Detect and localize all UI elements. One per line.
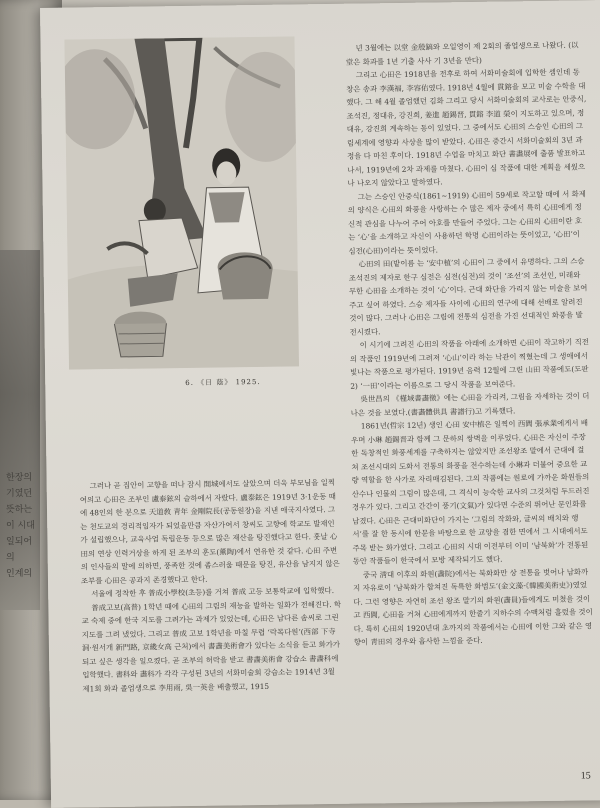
- prev-line: 인계의: [6, 569, 33, 579]
- paragraph: 吳世昌의 《槿域書畵徵》에는 心田을 가리켜, 그림을 자세하는 것이 더 나은 것을 보였다.(書畵體供具 書譜行)고 기록했다.: [350, 391, 592, 418]
- paragraph: 普成고보(高普) 1학년 때에 心田의 그림의 재능을 발하는 일화가 전해진다. 학교 숙제 중에 한국 지도를 그려가는 과제가 있었는데, 心田은 남다른 솜씨로 그린 지도를 그려 냈었다. 그리고 普成 고보 1학년을 마칠 무렵 ‘락목다원’(西部 下寺洞·원서개 新門路, 京畿女高 근처)에서 書畵美術會가 있다는 소식을 듣고 화가가 되고 싶은 생각을 일으켰다. 곧 조부의 허락을 받고 書畵美術會 강습소 書畵科에 입학했다. 書科와 畵科가 각각 구성된 3년의 서화미술회 강습소는 1914년 3월 제1회 화과 졸업생으로 李用雨, 吳一英을 배출했고, 1915: [81, 599, 343, 693]
- page-number: 15: [580, 770, 591, 782]
- prev-line: 이 시대: [6, 521, 35, 531]
- prev-line: 기였던: [6, 489, 33, 499]
- prev-line: 일되어: [6, 537, 33, 547]
- painting-drawing: [64, 36, 299, 369]
- paragraph: 그러나 곧 집안이 고향을 떠나 잠시 開城에서도 살았으며 더욱 부모님을 일찍 여의고 心田은 조부인 盧泰鉉의 슬하에서 자랐다. 盧泰鉉은 1919년 3·1운동 때에 48인의 한 분으로 天道敎 靑年 金剛院長(공동원장)을 지낸 애국지사였다. 그는 천도교의 경리적임자가 되었을만큼 자산가여서 창씨도 고향에 학교도 발재인가 설립했으나, 교육사업 독립운동 등으로 많은 재산을 탕진했다고 한다. 훗날 心田의 연상 인력거상을 하게 된 조부의 훈도(薰陶)에서 연유한 것 같다. 心田 주변의 인사들의 말에 의하면, 풍족한 것에 좀스러움 때문을 탕진, 유산을 남지지 않은 조부를 心田은 공과지 존경했다고 한다.: [79, 477, 343, 585]
- paragraph: 心田의 田(밭이름 는 ‘安中植’의 心田이 그 중에서 유명하다. 그의 스승 조석진의 제자로 한구 심전은 심전(심전)의 것이 ‘조선’의 조선인, 미래와 무한 心田을 소개하는 것이 ‘心’이다. 근대 화단을 가리지 않는 미술을 보여주고 싶어 하였다. 스승 제자들 사이에 心田의 연구에 대해 선배로 알려진 것이 많다. 그러나 心田은 그림에 전통의 심전을 가진 선대적인 화풍을 발전시켰다.: [348, 256, 588, 337]
- paragraph: 서울에 정착한 후 普成小學校(초등)를 거쳐 普成 고등 보통학교에 입학했다.: [91, 585, 335, 599]
- paragraph: 중국 淸대 이후의 화원(畵院)에서는 북화화만 상 전통을 벗어나 남화까지 자유로이 ‘남북화가 합쳐진 독특한 화법도’(金文藻·《韓國美術史》)였었다. 그런 영향은 자연히 조선 왕조 말기의 화원(畵員)들에게도 미쳤을 것이고 西閭, 心田을 거쳐 心田에게까지 한줄기 지하수의 수맥처럼 흘렀을 것이다. 특히 心田의 1920년대 초까지의 작품에서는 心田에 이한 그와 같은 영향이 靑田의 경우와 흡사한 느낌을 준다.: [353, 566, 593, 647]
- paragraph: 이 시기에 그려진 心田의 작품을 아래에 소개하면 心田이 작고하기 직전의 작품인 1919년에 그려져 ‘心山’이라 하는 낙관이 찍혔는데 그 생애에서 빛나는 작품으로 평가된다. 1919년 음력 12월에 그린 山田 작품에도(도판2) ‘一田’이라는 이름으로 그 당시 작품을 보여준다.: [349, 337, 591, 391]
- text-column-right: [346, 38, 594, 649]
- previous-page-text: [6, 470, 40, 620]
- paragraph: 년 3월에는 以堂 金殷鎬와 오일영이 제 2회의 졸업생으로 나왔다. (以堂은 화과를 1년 기출 사사 기 3년을 만다): [345, 40, 579, 67]
- paragraph: 그는 스승인 안중식(1861~1919) 心田이 59세로 작고할 때에 서 화제의 양식은 心田의 화풍을 사랑하는 수 많은 제자 중에서 특히 心田에게 정신적 관심을 나누어 주어 아호를 만들어 주었다. 그는 心田의 心田이란 호는 ‘心’을 소개하고 자신이 사용하던 학명 心田이라는 뜻이었고, ‘心田’이 심전(心田)이라는 뜻이었다.: [347, 188, 586, 256]
- prev-line: 의: [6, 553, 15, 563]
- paragraph: 1861년(哲宗 12년) 생인 心田 安中植은 일찍이 西閭 張承業에게서 배우며 小琳 趙錫晋과 함께 그 문하의 쌍벽을 이루었다. 心田은 자신이 주장한 독창적인 화풍세계를 구축하지는 않았지만 조선왕조 말에서 근대에 걸쳐 조선시대의 도화서 전통의 화풍을 전수하는데 小琳과 더불어 중요한 교량 역할을 한 사가로 자리매김된다. 그의 작품에는 원로에 가까운 화원들의 산수나 인물의 그림이 많은데, 그 격식이 능숙한 교사의 그것처럼 두드러진 경우가 있다. 그리고 간간이 풍기(文氣)가 있다면 수준의 뛰어난 문인화를 남겼다. 心田은 근대미화단이 가지는 ‘그림의 작화와, 글씨의 배치와 행서’를 잘 한 동시에 한문을 바탕으로 한 교양을 겸한 면에서 그 시대에서도 주목 받는 화가였다. 그리고 心田의 시대 이전부터 이미 ‘남북화’가 전통된 동안 작품들이 한국에서 모방 제작되기도 했다.: [350, 418, 592, 566]
- text-column-left: [80, 476, 343, 696]
- paragraph: 그리고 心田은 1918년을 전후로 하여 서화미술회에 입학한 셈인데 동창은 송과 李漢福, 李容佑였다. 1918년 4월에 貫鎔을 모고 미술 수학을 대했다. 그 해 4월 졸업했던 김화 그리고 당시 서화미술회의 교사로는 안중식, 조석진, 정대유, 강진희, 姜進 趙錫晋, 貫鎔 李道 榮이 지도하고 있으며, 정대유, 강진희 계속하는 동이 있었다. 그 중에서도 心田의 스승인 心田의 그림세계에 영향과 사상을 많이 받았다. 心田은 중간시 서화미술회의 3년 과정을 다 마친 후이다. 1918년 수업을 마치고 화단 書畵展에 출품 발표하고 나서, 1919년에 2차 과제를 마쳤다. 心田이 심 작품에 대한 계획을 세웠으나 나오지 않았다고 말하였다.: [346, 67, 589, 188]
- prev-line: 한장의: [6, 473, 33, 483]
- figure-caption: 6. 《日 蔭》 1925.: [185, 377, 261, 388]
- prev-line: 뜻하는: [6, 505, 33, 515]
- painting-illustration: [64, 36, 299, 369]
- book-page: [40, 0, 600, 808]
